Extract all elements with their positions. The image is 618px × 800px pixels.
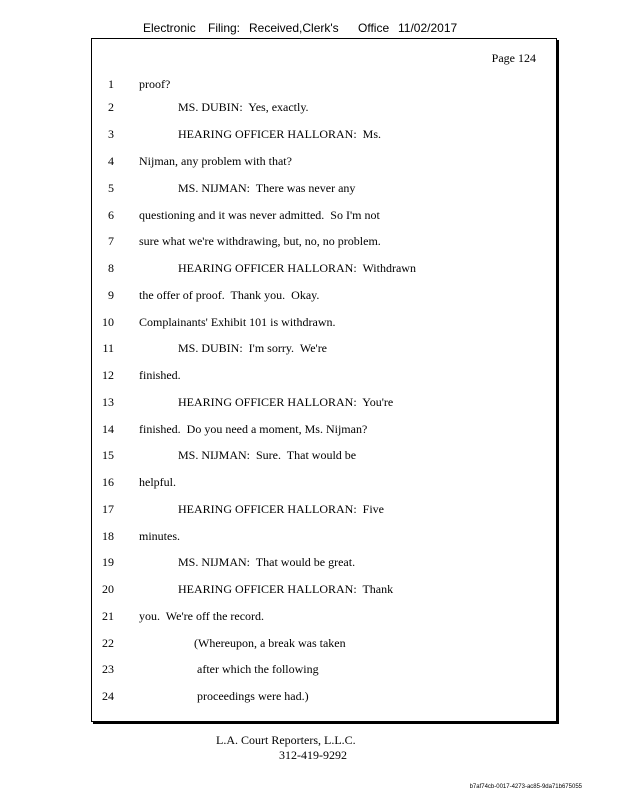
line-text: MS. NIJMAN: Sure. That would be — [178, 448, 357, 462]
line-number: 16 — [102, 475, 114, 489]
line-text: helpful. — [139, 475, 176, 489]
header-word-electronic: Electronic — [143, 21, 196, 35]
line-text: after which the following — [197, 662, 319, 676]
transcript-line — [92, 609, 552, 629]
line-text: MS. NIJMAN: That would be great. — [178, 555, 356, 569]
line-text: finished. Do you need a moment, Ms. Nijman? — [139, 422, 368, 436]
line-number: 12 — [102, 368, 114, 382]
line-text: MS. DUBIN: Yes, exactly. — [178, 100, 309, 114]
line-text: MS. NIJMAN: There was never any — [178, 181, 356, 195]
line-text: finished. — [139, 368, 181, 382]
transcript-line — [92, 582, 552, 602]
line-text: MS. DUBIN: I'm sorry. We're — [178, 341, 328, 355]
line-number: 14 — [102, 422, 114, 436]
line-number: 11 — [102, 341, 114, 355]
line-number: 17 — [102, 502, 114, 516]
line-number: 18 — [102, 529, 114, 543]
line-text: HEARING OFFICER HALLORAN: Ms. — [178, 127, 382, 141]
line-text: (Whereupon, a break was taken — [194, 636, 346, 650]
transcript-line — [92, 422, 552, 442]
line-number: 22 — [102, 636, 114, 650]
transcript-line — [92, 315, 552, 335]
transcript-line — [92, 234, 552, 254]
line-text: HEARING OFFICER HALLORAN: You're — [178, 395, 394, 409]
transcript-line — [92, 529, 552, 549]
transcript-line — [92, 154, 552, 174]
line-text: minutes. — [139, 529, 180, 543]
transcript-line — [92, 77, 552, 97]
header-word-office: Office — [358, 21, 390, 35]
line-text: questioning and it was never admitted. So I'm not — [139, 208, 380, 222]
line-text: sure what we're withdrawing, but, no, no problem. — [139, 234, 381, 248]
transcript-line — [92, 555, 552, 575]
header-date: 11/02/2017 — [398, 21, 458, 35]
line-number: 8 — [108, 261, 114, 275]
header-word-received: Received,Clerk's — [249, 21, 339, 35]
transcript-line — [92, 127, 552, 147]
transcript-line — [92, 662, 552, 682]
transcript-line — [92, 100, 552, 120]
line-number: 5 — [108, 181, 114, 195]
line-number: 19 — [102, 555, 114, 569]
transcript-line — [92, 636, 552, 656]
line-text: HEARING OFFICER HALLORAN: Five — [178, 502, 385, 516]
line-text: proof? — [139, 77, 171, 91]
line-text: you. We're off the record. — [139, 609, 265, 623]
line-number: 4 — [108, 154, 114, 168]
line-number: 21 — [102, 609, 114, 623]
transcript-line — [92, 341, 552, 361]
line-text: the offer of proof. Thank you. Okay. — [139, 288, 320, 302]
reporter-company: L.A. Court Reporters, L.L.C. — [216, 733, 356, 747]
line-text: Complainants' Exhibit 101 is withdrawn. — [139, 315, 336, 329]
line-number: 2 — [108, 100, 114, 114]
line-text: HEARING OFFICER HALLORAN: Thank — [178, 582, 394, 596]
line-text: Nijman, any problem with that? — [139, 154, 292, 168]
transcript-line — [92, 261, 552, 281]
reporter-phone: 312-419-9292 — [279, 748, 347, 762]
transcript-line — [92, 475, 552, 495]
transcript-line — [92, 502, 552, 522]
line-number: 20 — [102, 582, 114, 596]
line-number: 1 — [108, 77, 114, 91]
transcript-line — [92, 288, 552, 308]
header-word-filing: Filing: — [208, 21, 241, 35]
transcript-line — [92, 689, 552, 709]
line-number: 10 — [102, 315, 114, 329]
line-number: 23 — [102, 662, 114, 676]
transcript-page — [91, 38, 557, 722]
line-number: 13 — [102, 395, 114, 409]
transcript-line — [92, 448, 552, 468]
page-number: Page 124 — [491, 51, 536, 65]
transcript-line — [92, 208, 552, 228]
line-number: 6 — [108, 208, 114, 222]
transcript-line — [92, 368, 552, 388]
document-hash: b7af74cb-0017-4273-ac85-9da71b675055 — [469, 784, 582, 790]
line-number: 7 — [108, 234, 114, 248]
transcript-line — [92, 395, 552, 415]
line-number: 24 — [102, 689, 114, 703]
transcript-line — [92, 181, 552, 201]
line-text: proceedings were had.) — [197, 689, 309, 703]
line-number: 3 — [108, 127, 114, 141]
line-number: 9 — [108, 288, 114, 302]
line-text: HEARING OFFICER HALLORAN: Withdrawn — [178, 261, 416, 275]
line-number: 15 — [102, 448, 114, 462]
